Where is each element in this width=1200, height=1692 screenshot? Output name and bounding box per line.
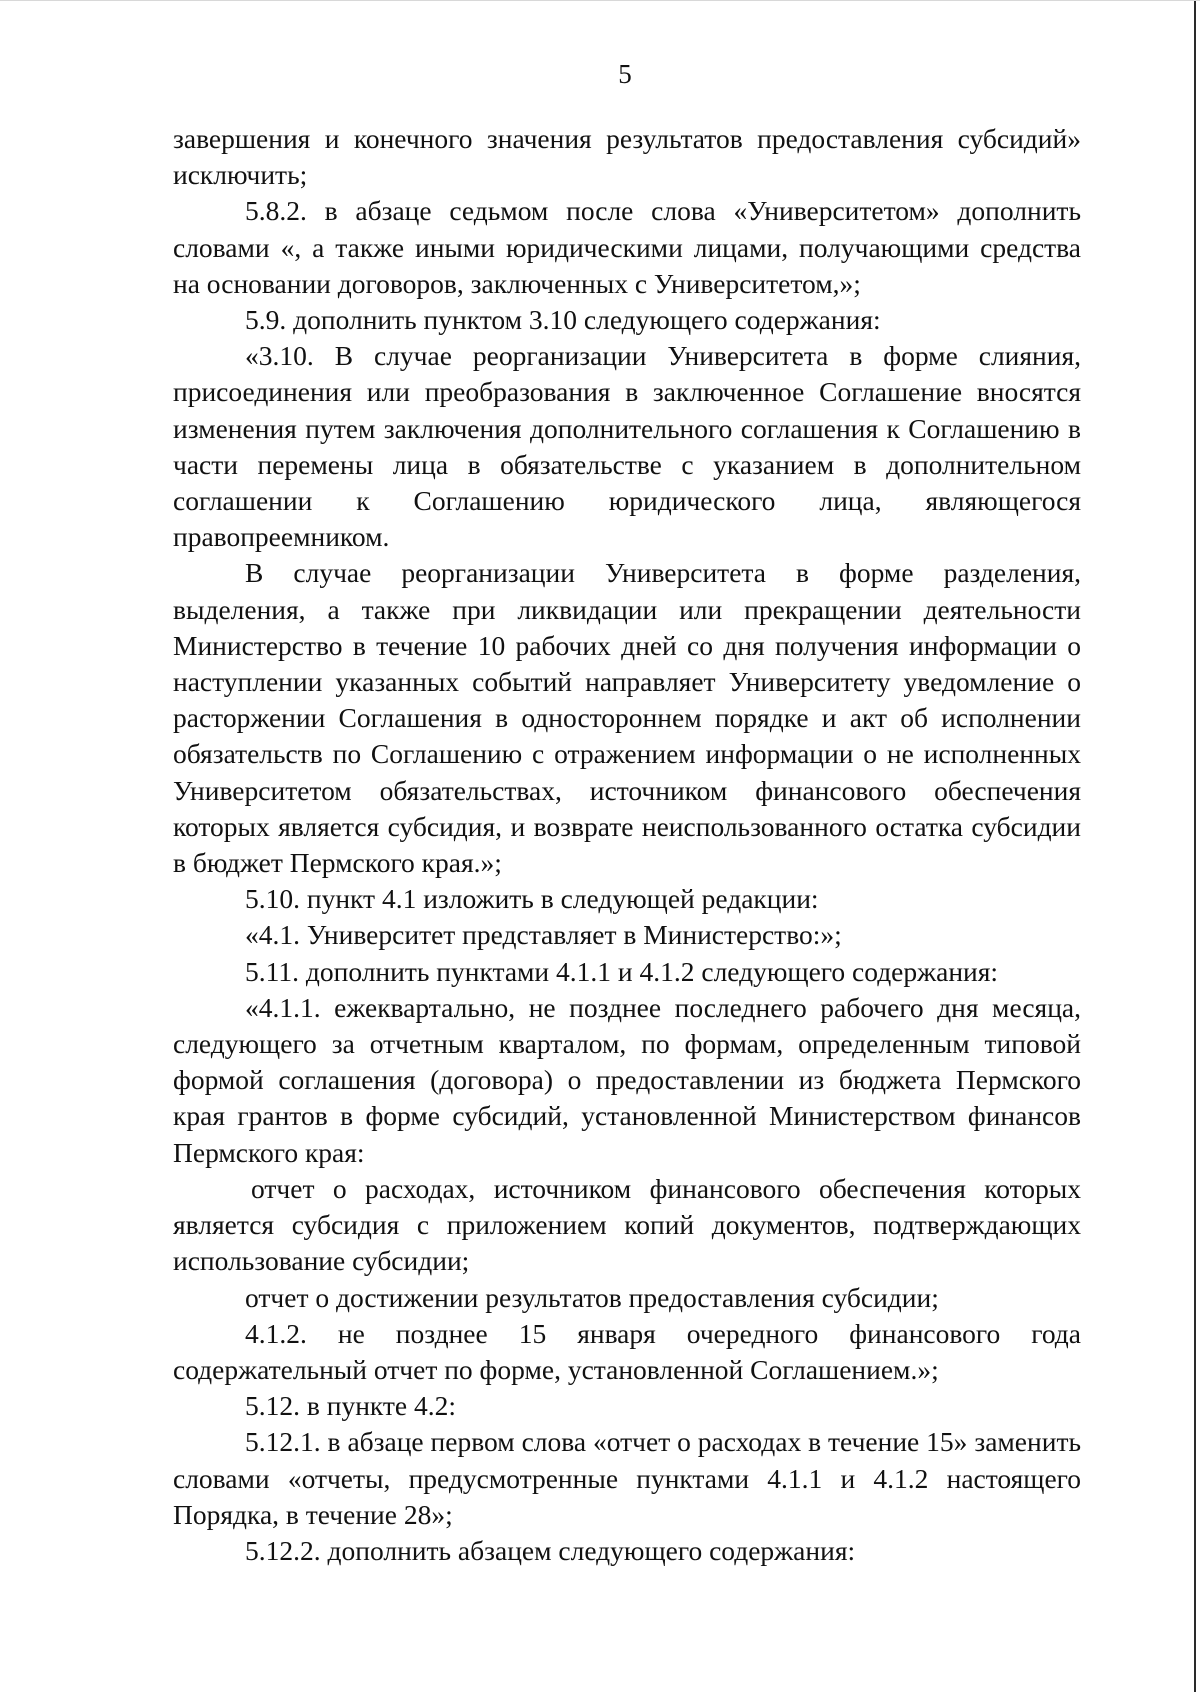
paragraph-5-12-1: 5.12.1. в абзаце первом слова «отчет о расходах в течение 15» заменить словами «отчеты, предусмотренные пунктами 4.1.1 и 4.1.2 настоящего Порядка, в течение 28»; [173,1426,1081,1530]
paragraph-5-11: 5.11. дополнить пунктами 4.1.1 и 4.1.2 следующего содержания: [245,955,999,987]
document-body [173,121,1081,1569]
paragraph-4-1-1: «4.1.1. ежеквартально, не позднее последнего рабочего дня месяца, следующего за отчетным кварталом, по формам, определенным типовой формой соглашения (договора) о предоставлении из бюджета Пермского края грантов в форме субсидий, установленной Министерством финансов Пермского края: [173,991,1081,1168]
paragraph-results-report: отчет о достижении результатов предоставления субсидии; [245,1281,939,1313]
paragraph-5-8-2: 5.8.2. в абзаце седьмом после слова «Университетом» дополнить словами «, а также иными юридическими лицами, получающими средства на основании договоров, заключенных с Университетом,»; [173,195,1081,299]
paragraph-5-12-2: 5.12.2. дополнить абзацем следующего содержания: [245,1534,856,1566]
paragraph-5-12: 5.12. в пункте 4.2: [245,1390,457,1422]
paragraph-5-10: 5.10. пункт 4.1 изложить в следующей редакции: [245,883,819,915]
paragraph-reorganization: В случае реорганизации Университета в форме разделения, выделения, а также при ликвидации или прекращении деятельности Министерство в течение 10 рабочих дней со дня получения информации о наступлении указанных событий направляет Университету уведомление о расторжении Соглашения в одностороннем порядке и акт об исполнении обязательств по Соглашению с отражением информации о не исполненных Университетом обязательствах, источником финансового обеспечения которых является субсидия, и возврате неиспользованного остатка субсидии в бюджет Пермского края.»; [173,557,1081,879]
paragraph-expense-report: отчет о расходах, источником финансового обеспечения которых является субсидия с приложением копий документов, подтверждающих использование субсидии; [173,1172,1081,1277]
scan-edge [1194,1,1196,1692]
paragraph-3-10: «3.10. В случае реорганизации Университета в форме слияния, присоединения или преобразования в заключенное Соглашение вносятся изменения путем заключения дополнительного соглашения к Соглашению в части перемены лица в обязательстве с указанием в дополнительном соглашении к Соглашению юридического лица, являющегося правопреемником. [173,340,1081,553]
paragraph-5-9: 5.9. дополнить пунктом 3.10 следующего содержания: [245,304,881,336]
page-number: 5 [618,59,632,89]
paragraph-4-1: «4.1. Университет представляет в Министерство:»; [245,919,842,951]
paragraph-4-1-2: 4.1.2. не позднее 15 января очередного финансового года содержательный отчет по форме, установленной Соглашением.»; [173,1317,1081,1385]
paragraph-continuation: завершения и конечного значения результатов предоставления субсидий» исключить; [173,123,1081,191]
